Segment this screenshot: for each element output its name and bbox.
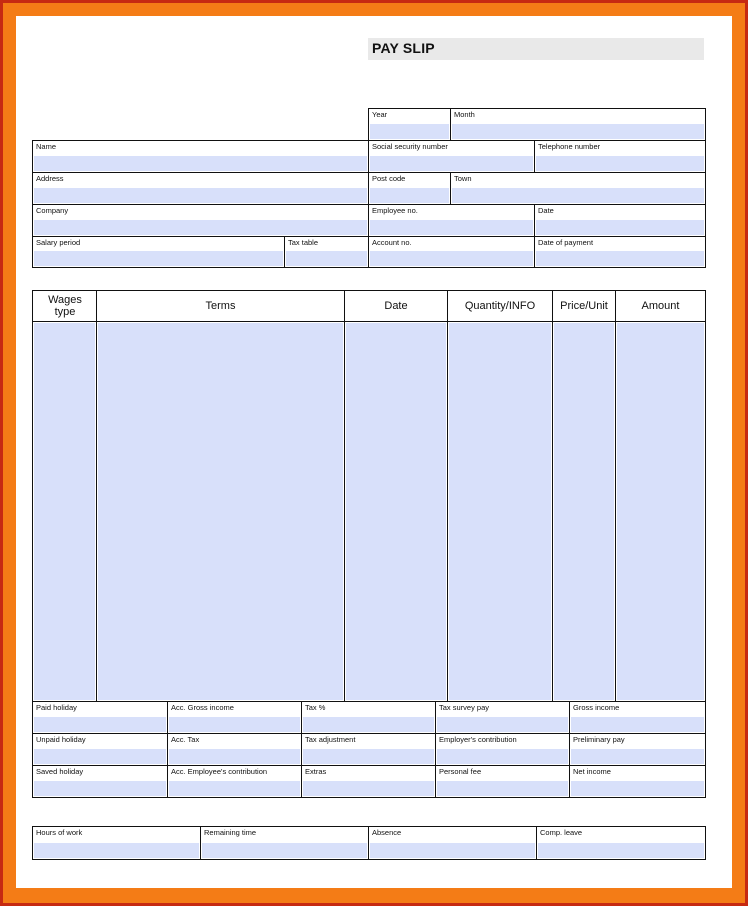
town-field[interactable] bbox=[450, 172, 706, 204]
tax-survey-pay-input[interactable] bbox=[437, 717, 568, 732]
personal-fee-field[interactable] bbox=[435, 765, 569, 798]
employee-no-field[interactable] bbox=[368, 204, 534, 236]
social-security-field[interactable] bbox=[368, 140, 534, 172]
hours-of-work-field[interactable] bbox=[32, 826, 200, 860]
preliminary-pay-field[interactable] bbox=[569, 733, 706, 765]
tax-percent-input[interactable] bbox=[303, 717, 434, 732]
price-column-input[interactable] bbox=[554, 323, 614, 700]
employers-contribution-field[interactable] bbox=[435, 733, 569, 765]
name-label: Name bbox=[36, 142, 57, 151]
acc-employees-contribution-input[interactable] bbox=[169, 781, 300, 796]
net-income-field[interactable] bbox=[569, 765, 706, 798]
acc-gross-income-input[interactable] bbox=[169, 717, 300, 732]
tax-percent-field[interactable] bbox=[301, 701, 435, 733]
remaining-time-label: Remaining time bbox=[204, 828, 257, 837]
absence-input[interactable] bbox=[370, 843, 535, 858]
extras-field[interactable] bbox=[301, 765, 435, 798]
amount-column-input[interactable] bbox=[617, 323, 704, 700]
paid-holiday-label: Paid holiday bbox=[36, 703, 77, 712]
tax-table-input[interactable] bbox=[286, 251, 367, 266]
company-field[interactable] bbox=[32, 204, 368, 236]
tax-adjustment-input[interactable] bbox=[303, 749, 434, 764]
salary-period-input[interactable] bbox=[34, 251, 283, 266]
net-income-label: Net income bbox=[573, 767, 611, 776]
tax-percent-label: Tax % bbox=[305, 703, 326, 712]
hours-of-work-input[interactable] bbox=[34, 843, 199, 858]
absence-field[interactable] bbox=[368, 826, 536, 860]
date-label: Date bbox=[538, 206, 554, 215]
date-column-input[interactable] bbox=[346, 323, 446, 700]
col-header-amount: Amount bbox=[641, 300, 680, 312]
col-header-price-unit: Price/Unit bbox=[560, 300, 608, 312]
date-of-payment-label: Date of payment bbox=[538, 238, 594, 247]
tax-survey-pay-label: Tax survey pay bbox=[439, 703, 490, 712]
post-code-input[interactable] bbox=[370, 188, 449, 203]
acc-employees-contribution-field[interactable] bbox=[167, 765, 301, 798]
address-label: Address bbox=[36, 174, 64, 183]
account-no-label: Account no. bbox=[372, 238, 412, 247]
tax-adjustment-field[interactable] bbox=[301, 733, 435, 765]
telephone-input[interactable] bbox=[536, 156, 704, 171]
tax-adjustment-label: Tax adjustment bbox=[305, 735, 356, 744]
account-no-field[interactable] bbox=[368, 236, 534, 268]
month-input[interactable] bbox=[452, 124, 704, 139]
social-security-input[interactable] bbox=[370, 156, 533, 171]
quantity-column-input[interactable] bbox=[449, 323, 551, 700]
post-code-label: Post code bbox=[372, 174, 406, 183]
salary-period-field[interactable] bbox=[32, 236, 284, 268]
social-security-label: Social security number bbox=[372, 142, 448, 151]
acc-employees-contribution-label: Acc. Employee's contribution bbox=[171, 767, 268, 776]
remaining-time-field[interactable] bbox=[200, 826, 368, 860]
items-table bbox=[32, 290, 706, 702]
tax-table-field[interactable] bbox=[284, 236, 368, 268]
year-label: Year bbox=[372, 110, 388, 119]
telephone-label: Telephone number bbox=[538, 142, 601, 151]
name-field[interactable] bbox=[32, 140, 368, 172]
acc-gross-income-field[interactable] bbox=[167, 701, 301, 733]
saved-holiday-field[interactable] bbox=[32, 765, 167, 798]
summary-section bbox=[32, 701, 706, 799]
time-section bbox=[32, 826, 706, 860]
preliminary-pay-label: Preliminary pay bbox=[573, 735, 625, 744]
paid-holiday-field[interactable] bbox=[32, 701, 167, 733]
account-no-input[interactable] bbox=[370, 251, 533, 266]
comp-leave-input[interactable] bbox=[538, 843, 704, 858]
pay-slip-document bbox=[16, 16, 732, 888]
terms-column-input[interactable] bbox=[98, 323, 343, 700]
personal-fee-input[interactable] bbox=[437, 781, 568, 796]
company-input[interactable] bbox=[34, 220, 367, 235]
preliminary-pay-input[interactable] bbox=[571, 749, 704, 764]
employers-contribution-input[interactable] bbox=[437, 749, 568, 764]
paid-holiday-input[interactable] bbox=[34, 717, 166, 732]
month-field[interactable] bbox=[450, 108, 706, 140]
year-field[interactable] bbox=[368, 108, 450, 140]
town-label: Town bbox=[454, 174, 472, 183]
net-income-input[interactable] bbox=[571, 781, 704, 796]
month-label: Month bbox=[454, 110, 475, 119]
wages-type-column-input[interactable] bbox=[34, 323, 95, 700]
employee-no-input[interactable] bbox=[370, 220, 533, 235]
remaining-time-input[interactable] bbox=[202, 843, 367, 858]
address-input[interactable] bbox=[34, 188, 367, 203]
address-field[interactable] bbox=[32, 172, 368, 204]
name-input[interactable] bbox=[34, 156, 367, 171]
date-field[interactable] bbox=[534, 204, 706, 236]
col-header-date: Date bbox=[384, 300, 408, 312]
post-code-field[interactable] bbox=[368, 172, 450, 204]
comp-leave-label: Comp. leave bbox=[540, 828, 583, 837]
company-label: Company bbox=[36, 206, 69, 215]
extras-label: Extras bbox=[305, 767, 327, 776]
date-of-payment-input[interactable] bbox=[536, 251, 704, 266]
saved-holiday-label: Saved holiday bbox=[36, 767, 84, 776]
document-title: PAY SLIP bbox=[372, 40, 435, 56]
acc-tax-field[interactable] bbox=[167, 733, 301, 765]
saved-holiday-input[interactable] bbox=[34, 781, 166, 796]
gross-income-field[interactable] bbox=[569, 701, 706, 733]
acc-tax-label: Acc. Tax bbox=[171, 735, 200, 744]
personal-fee-label: Personal fee bbox=[439, 767, 482, 776]
comp-leave-field[interactable] bbox=[536, 826, 706, 860]
extras-input[interactable] bbox=[303, 781, 434, 796]
unpaid-holiday-input[interactable] bbox=[34, 749, 166, 764]
tax-table-label: Tax table bbox=[288, 238, 319, 247]
unpaid-holiday-field[interactable] bbox=[32, 733, 167, 765]
year-input[interactable] bbox=[370, 124, 449, 139]
gross-income-label: Gross income bbox=[573, 703, 620, 712]
unpaid-holiday-label: Unpaid holiday bbox=[36, 735, 86, 744]
col-header-quantity-info: Quantity/INFO bbox=[464, 300, 536, 312]
date-of-payment-field[interactable] bbox=[534, 236, 706, 268]
telephone-field[interactable] bbox=[534, 140, 706, 172]
employers-contribution-label: Employer's contribution bbox=[439, 735, 517, 744]
town-input[interactable] bbox=[452, 188, 704, 203]
acc-tax-input[interactable] bbox=[169, 749, 300, 764]
acc-gross-income-label: Acc. Gross income bbox=[171, 703, 234, 712]
gross-income-input[interactable] bbox=[571, 717, 704, 732]
salary-period-label: Salary period bbox=[36, 238, 81, 247]
date-input[interactable] bbox=[536, 220, 704, 235]
tax-survey-pay-field[interactable] bbox=[435, 701, 569, 733]
employee-no-label: Employee no. bbox=[372, 206, 418, 215]
absence-label: Absence bbox=[372, 828, 402, 837]
hours-of-work-label: Hours of work bbox=[36, 828, 83, 837]
col-header-terms: Terms bbox=[205, 300, 236, 312]
col-header-wages-type: Wages type bbox=[48, 294, 82, 318]
